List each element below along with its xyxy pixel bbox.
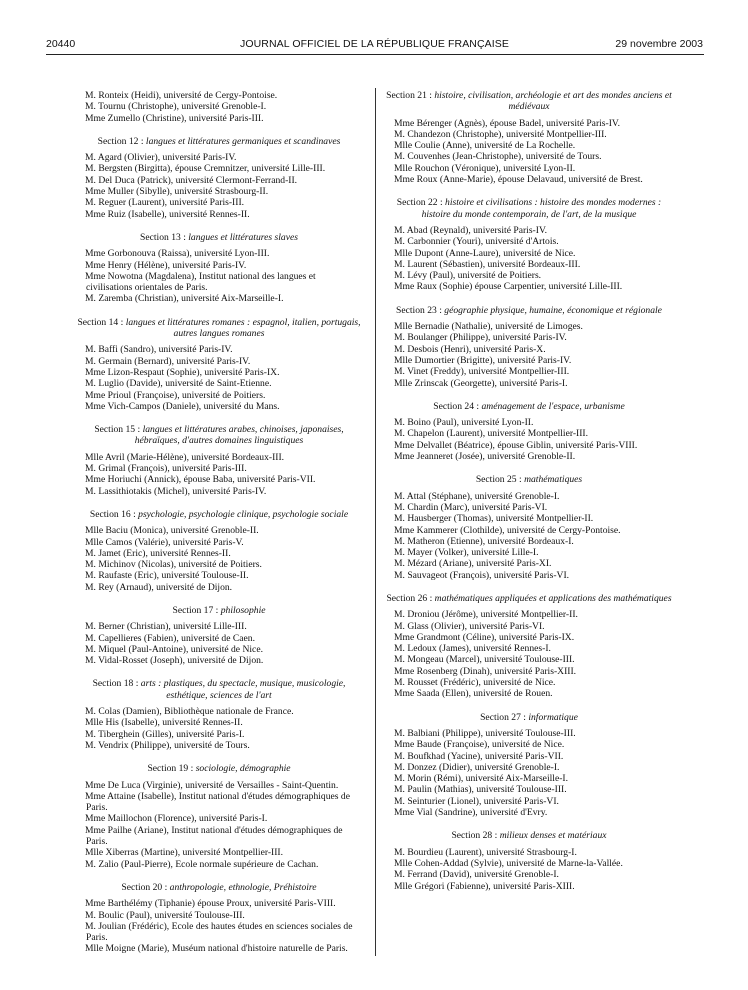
section-topic: langues et littératures germaniques et scandinaves (145, 135, 341, 147)
list-item: Mme Grandmont (Céline), université Paris-IX. (394, 631, 575, 643)
list-item: M. Balbiani (Philippe), université Toulouse-III. (394, 727, 576, 739)
list-item: Mme Attaine (Isabelle), Institut national d'études démographiques de Paris. (85, 790, 350, 814)
list-item: Mlle Grégori (Fabienne), université Paris-XIII. (394, 880, 575, 892)
section-topic: langues et littératures arabes, chinoises, japonaises, hébraïques, d'autres domaines linguistiques (134, 424, 344, 447)
list-item: M. Mongeau (Marcel), université Toulouse-III. (394, 654, 575, 666)
section-number: Section 18 : (92, 678, 141, 690)
list-item: M. Berner (Christian), université Lille-III. (85, 621, 247, 633)
list-item: Mme Delvallet (Béatrice), épouse Giblin, université Paris-VIII. (394, 439, 638, 451)
list-item: Mme Muller (Sibylle), université Strasbourg-II. (85, 186, 269, 198)
section-topic: psychologie, psychologie clinique, psychologie sociale (138, 508, 349, 520)
list-item: M. Miquel (Paul-Antoine), université de Nice. (85, 643, 263, 655)
section (74, 232, 364, 305)
list-item: Mme Nowotna (Magdalena), Institut national des langues et civilisations orientales de Paris. (85, 270, 316, 294)
list-item: Mlle Avril (Marie-Hélène), université Bordeaux-III. (85, 451, 285, 463)
section-title (383, 197, 675, 220)
right-column (383, 90, 675, 892)
list-item: Mme Bérenger (Agnès), épouse Badel, université Paris-IV. (394, 117, 621, 129)
section (383, 401, 675, 462)
page-header (46, 38, 703, 52)
list-item: M. Vendrix (Philippe), université de Tours. (85, 739, 250, 751)
list-item: Mme De Luca (Virginie), université de Versailles - Saint-Quentin. (85, 779, 339, 791)
section (74, 605, 364, 666)
list-item: Mlle Bernadie (Nathalie), université de Limoges. (394, 321, 583, 333)
section (74, 882, 364, 955)
list-item: Mme Raux (Sophie) épouse Carpentier, université Lille-III. (394, 281, 623, 293)
section-number: Section 27 : (480, 711, 529, 723)
section (74, 763, 364, 870)
list-item: M. Chandezon (Christophe), université Montpellier-III. (394, 128, 607, 140)
list-item: M. Ledoux (James), université Rennes-I. (394, 643, 551, 655)
publication-date: 29 novembre 2003 (615, 38, 703, 50)
list-item: M. Zalio (Paul-Pierre), Ecole normale supérieure de Cachan. (85, 858, 319, 870)
section-title (74, 882, 364, 893)
list-item: Mme Henry (Hélène), université Paris-IV. (85, 259, 247, 271)
section (383, 197, 675, 292)
left-column (74, 90, 364, 955)
list-item: M. Matheron (Etienne), université Bordeaux-I. (394, 535, 574, 547)
section-title (74, 509, 364, 520)
list-item: M. Boulic (Paul), université Toulouse-III. (85, 909, 245, 921)
section (383, 305, 675, 389)
section-title (74, 424, 364, 447)
list-item: Mme Zumello (Christine), université Paris-III. (85, 112, 264, 124)
list-item: M. Sauvageot (François), université Paris-VI. (394, 569, 570, 581)
list-item: Mme Lizon-Respaut (Sophie), université Paris-IX. (85, 366, 280, 378)
section-topic: anthropologie, ethnologie, Préhistoire (169, 881, 317, 893)
list-item: Mme Vich-Campos (Daniele), université du Mans. (85, 400, 280, 412)
list-item: M. Jamet (Eric), université Rennes-II. (85, 547, 231, 559)
section-topic: langues et littératures slaves (188, 231, 298, 243)
list-item: M. Luglio (Davide), université de Saint-Etienne. (85, 378, 272, 390)
section (74, 678, 364, 751)
list-item: M. Bergsten (Birgitta), épouse Cremnitzer, université Lille-III. (85, 163, 326, 175)
section (74, 136, 364, 220)
list-item: Mme Vial (Sandrine), université d'Evry. (394, 807, 548, 819)
section-number: Section 15 : (94, 424, 143, 436)
list-item: M. Capellieres (Fabien), université de Caen. (85, 632, 255, 644)
list-item: Mme Jeanneret (Josée), université Grenoble-II. (394, 451, 576, 463)
section-title (383, 830, 675, 841)
section-number: Section 12 : (97, 135, 146, 147)
list-item: M. Boino (Paul), université Lyon-II. (394, 417, 534, 429)
section (383, 830, 675, 891)
list-item: M. Abad (Reynald), université Paris-IV. (394, 224, 548, 236)
list-item: M. Desbois (Henri), université Paris-X. (394, 343, 546, 355)
section-title (383, 593, 675, 604)
list-item: Mme Maillochon (Florence), université Paris-I. (85, 813, 268, 825)
list-item: M. Lévy (Paul), université de Poitiers. (394, 270, 542, 282)
list-item: Mlle Cohen-Addad (Sylvie), université de Marne-la-Vallée. (394, 857, 623, 869)
list-item: M. Ronteix (Heidi), université de Cergy-Pontoise. (85, 90, 278, 101)
list-item: Mme Prioul (Françoise), université de Poitiers. (85, 389, 266, 401)
list-item: M. Michinov (Nicolas), université de Poitiers. (85, 559, 262, 571)
section-number: Section 23 : (396, 304, 445, 316)
section-title (383, 90, 675, 113)
list-item: M. Agard (Olivier), université Paris-IV. (85, 152, 237, 164)
list-item: Mlle Dumortier (Brigitte), université Paris-IV. (394, 354, 572, 366)
list-item: M. Ferrand (David), université Grenoble-I. (394, 869, 559, 881)
section (383, 593, 675, 700)
list-item: Mlle Baciu (Monica), université Grenoble-II. (85, 525, 259, 537)
list-item: M. Rey (Arnaud), université de Dijon. (85, 581, 233, 593)
section-topic: arts : plastiques, du spectacle, musique, musicologie, esthétique, sciences de l'art (140, 678, 346, 701)
section-number: Section 26 : (386, 592, 435, 604)
list-item: M. Mayer (Volker), université Lille-I. (394, 547, 539, 559)
section-number: Section 22 : (396, 197, 446, 209)
section-number: Section 28 : (451, 830, 500, 842)
list-item: M. Tiberghein (Gilles), université Paris-I. (85, 728, 245, 740)
list-item: M. Couvenhes (Jean-Christophe), université de Tours. (394, 151, 602, 163)
list-item: M. Germain (Bernard), université Paris-IV. (85, 355, 251, 367)
list-item: M. Vinet (Freddy), université Montpellier-III. (394, 366, 570, 378)
section-title (74, 317, 364, 340)
list-item: M. Carbonnier (Youri), université d'Artois. (394, 236, 559, 248)
list-item: M. Zaremba (Christian), université Aix-Marseille-I. (85, 293, 284, 305)
section (74, 509, 364, 593)
list-item: M. Joulian (Frédéric), Ecole des hautes études en sciences sociales de Paris. (85, 920, 353, 944)
list-item: M. Morin (Rémi), université Aix-Marseille-I. (394, 773, 568, 785)
list-item: Mme Pailhe (Ariane), Institut national d'études démographiques de Paris. (85, 824, 343, 848)
list-item: M. Grimal (François), université Paris-III. (85, 463, 247, 475)
section-title (383, 712, 675, 723)
list-item: Mme Gorbonouva (Raissa), université Lyon-III. (85, 248, 270, 260)
section-number: Section 17 : (172, 604, 221, 616)
list-item: M. Hausberger (Thomas), université Montpellier-II. (394, 513, 594, 525)
list-item: M. Del Duca (Patrick), université Clermont-Ferrand-II. (85, 174, 298, 186)
section-number: Section 25 : (475, 474, 525, 486)
list-item: Mme Barthélémy (Tiphanie) épouse Proux, université Paris-VIII. (85, 898, 336, 910)
list-item: M. Laurent (Sébastien), université Bordeaux-III. (394, 258, 581, 270)
section-title (74, 232, 364, 243)
list-item: M. Colas (Damien), Bibliothèque nationale de France. (85, 706, 294, 718)
list-item: Mlle Zrinscak (Georgette), université Paris-I. (394, 377, 568, 389)
list-item: Mlle Dupont (Anne-Laure), université de Nice. (394, 247, 576, 259)
list-item: M. Lassithiotakis (Michel), université Paris-IV. (85, 485, 267, 497)
section-topic: philosophie (220, 604, 266, 616)
list-item: Mlle Camos (Valérie), université Paris-V. (85, 536, 244, 548)
header-rule (46, 54, 704, 55)
list-item: M. Paulin (Mathias), université Toulouse-III. (394, 784, 567, 796)
section-number: Section 21 : (386, 90, 435, 101)
section-number: Section 13 : (140, 231, 189, 243)
list-item: Mme Baude (Françoise), université de Nice. (394, 739, 565, 751)
list-item: M. Reguer (Laurent), université Paris-III. (85, 197, 245, 209)
section-topic: sociologie, démographie (195, 763, 291, 775)
section-topic: mathématiques appliquées et applications des mathématiques (434, 592, 672, 604)
list-item: Mlle Moigne (Marie), Muséum national d'histoire naturelle de Paris. (85, 943, 348, 955)
list-item: M. Tournu (Christophe), université Grenoble-I. (85, 101, 267, 113)
list-item: M. Chardin (Marc), université Paris-VI. (394, 501, 548, 513)
list-item: Mlle Coulie (Anne), université de La Rochelle. (394, 140, 576, 152)
list-item: Mlle Xiberras (Martine), université Montpellier-III. (85, 847, 284, 859)
list-item: Mme Roux (Anne-Marie), épouse Delavaud, université de Brest. (394, 174, 643, 186)
list-item: M. Glass (Olivier), université Paris-VI. (394, 620, 545, 632)
section-number: Section 20 : (121, 881, 170, 893)
list-item: M. Seinturier (Lionel), université Paris-VI. (394, 795, 559, 807)
section-title (74, 678, 364, 701)
list-item: M. Chapelon (Laurent), université Montpellier-III. (394, 428, 589, 440)
page-number: 20440 (46, 38, 76, 50)
section-number: Section 19 : (147, 763, 196, 775)
list-item: M. Boulanger (Philippe), université Paris-IV. (394, 332, 567, 344)
list-item: M. Mézard (Ariane), université Paris-XI. (394, 558, 552, 570)
section (74, 424, 364, 497)
list-item: M. Raufaste (Eric), université Toulouse-II. (85, 570, 249, 582)
section-title (74, 763, 364, 774)
section-title (74, 136, 364, 147)
list-item: Mme Rosenberg (Dinah), université Paris-XIII. (394, 665, 577, 677)
list-item: M. Donzez (Didier), université Grenoble-I. (394, 761, 560, 773)
list-item: Mme Kammerer (Clothilde), université de Cergy-Pontoise. (394, 524, 621, 536)
section-topic: histoire, civilisation, archéologie et art des mondes anciens et médiévaux (434, 90, 672, 113)
column-divider (375, 88, 376, 956)
list-item: Mme Horiuchi (Annick), épouse Baba, université Paris-VII. (85, 474, 316, 486)
section-number: Section 24 : (433, 400, 482, 412)
list-item: Mlle Rouchon (Véronique), université Lyon-II. (394, 162, 576, 174)
section (383, 474, 675, 581)
section (383, 90, 675, 185)
list-item: M. Bourdieu (Laurent), université Strasbourg-I. (394, 846, 577, 858)
section-topic: histoire et civilisations : histoire des mondes modernes : histoire du monde contemporain, de l'art, de la musique (421, 197, 662, 220)
section-number: Section 16 : (89, 508, 139, 520)
list-item: M. Attal (Stéphane), université Grenoble-I. (394, 490, 560, 502)
section-topic: milieux denses et matériaux (499, 830, 607, 842)
list-item: Mme Ruiz (Isabelle), université Rennes-II. (85, 208, 250, 220)
section-title (74, 605, 364, 616)
section-topic: aménagement de l'espace, urbanisme (481, 400, 625, 412)
section-topic: langues et littératures romanes : espagnol, italien, portugais, autres langues romanes (125, 316, 361, 340)
section-topic: mathématiques (524, 474, 583, 486)
section-title (383, 305, 675, 316)
list-item: M. Droniou (Jérôme), université Montpellier-II. (394, 609, 578, 621)
section-topic: informatique (528, 711, 578, 723)
list-item: M. Boufkhad (Yacine), université Paris-VII. (394, 750, 564, 762)
list-item: M. Vidal-Rosset (Joseph), université de Dijon. (85, 655, 264, 667)
list-item: M. Baffi (Sandro), université Paris-IV. (85, 344, 233, 356)
list-item: M. Rousset (Frédéric), université de Nice. (394, 677, 556, 689)
section-topic: géographie physique, humaine, économique et régionale (444, 304, 662, 316)
section-number: Section 14 : (77, 316, 126, 328)
list-item: Mlle His (Isabelle), université Rennes-II. (85, 717, 243, 729)
section-title (383, 401, 675, 412)
intro-list (74, 90, 364, 124)
section (383, 712, 675, 819)
section (74, 317, 364, 412)
section-title (383, 474, 675, 485)
journal-title: JOURNAL OFFICIEL DE LA RÉPUBLIQUE FRANÇAISE (240, 38, 509, 50)
list-item: Mme Saada (Ellen), université de Rouen. (394, 688, 553, 700)
